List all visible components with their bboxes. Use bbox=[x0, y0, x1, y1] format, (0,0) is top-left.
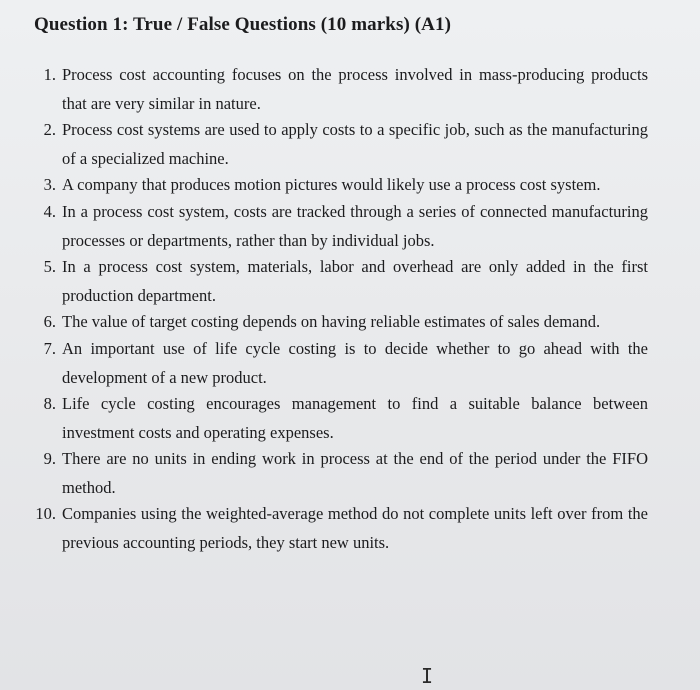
question-item bbox=[28, 60, 648, 118]
question-text: The value of target costing depends on having reliable estimates of sales demand. bbox=[62, 312, 601, 331]
question-item bbox=[28, 170, 648, 200]
question-item bbox=[28, 197, 648, 255]
question-item bbox=[28, 499, 648, 557]
question-number: 2. bbox=[43, 120, 56, 139]
question-list bbox=[28, 60, 648, 554]
question-heading: Question 1: True / False Questions (10 marks) (A1) bbox=[34, 14, 452, 35]
question-text: An important use of life cycle costing is to decide whether to go ahead with the development of a new product. bbox=[62, 339, 648, 387]
question-text: A company that produces motion pictures would likely use a process cost system. bbox=[62, 175, 601, 194]
question-item bbox=[28, 444, 648, 502]
question-item bbox=[28, 307, 648, 337]
question-text: Life cycle costing encourages management to find a suitable balance between investment costs and operating expenses. bbox=[62, 394, 648, 442]
question-number: 9. bbox=[43, 449, 56, 468]
question-number: 3. bbox=[43, 175, 56, 194]
question-item bbox=[28, 115, 648, 173]
text-cursor-icon: I bbox=[421, 664, 434, 688]
question-text: In a process cost system, materials, labor and overhead are only added in the first production department. bbox=[62, 257, 648, 305]
question-text: In a process cost system, costs are tracked through a series of connected manufacturing processes or departments, rather than by individual jobs. bbox=[62, 202, 648, 250]
question-text: There are no units in ending work in process at the end of the period under the FIFO method. bbox=[62, 449, 648, 497]
question-number: 5. bbox=[43, 257, 56, 276]
question-text: Process cost systems are used to apply costs to a specific job, such as the manufacturing of a specialized machine. bbox=[62, 120, 648, 168]
question-item bbox=[28, 252, 648, 310]
question-item bbox=[28, 334, 648, 392]
question-number: 1. bbox=[43, 65, 56, 84]
question-number: 6. bbox=[43, 312, 56, 331]
question-number: 10. bbox=[35, 504, 56, 523]
question-number: 7. bbox=[43, 339, 56, 358]
question-text: Companies using the weighted-average method do not complete units left over from the previous accounting periods, they start new units. bbox=[62, 504, 648, 552]
question-text: Process cost accounting focuses on the process involved in mass-producing products that are very similar in nature. bbox=[62, 65, 648, 113]
question-number: 4. bbox=[43, 202, 56, 221]
question-number: 8. bbox=[43, 394, 56, 413]
question-item bbox=[28, 389, 648, 447]
